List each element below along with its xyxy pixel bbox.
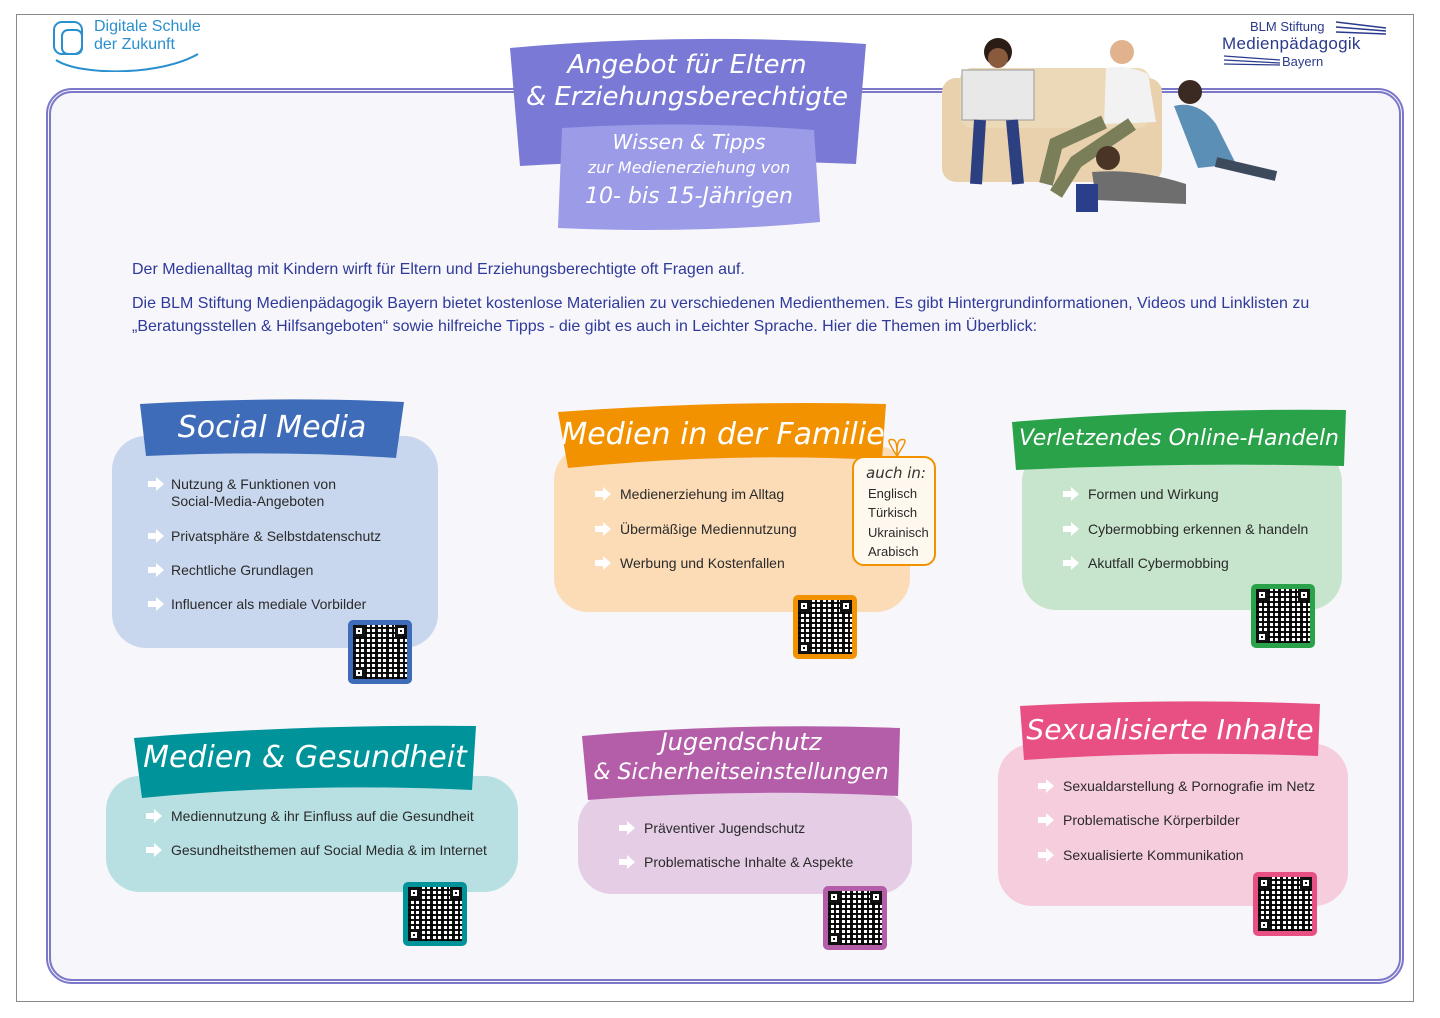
- list-item: Übermäßige Mediennutzung: [620, 521, 797, 537]
- qr-code-sexualized-content[interactable]: [1253, 872, 1317, 936]
- tag-bow-icon: [884, 436, 910, 458]
- banner-youth-protection-title-2: & Sicherheitseinstellungen: [593, 760, 889, 785]
- logo-line-1: Digitale Schule: [94, 18, 201, 35]
- language-item: Ukrainisch: [868, 525, 929, 540]
- qr-code-online-harm[interactable]: [1251, 584, 1315, 648]
- arrow-icon: [145, 843, 163, 857]
- banner-family-title: Medien in der Familie: [561, 416, 885, 452]
- card-youth-protection: [578, 792, 912, 894]
- list-item: Werbung und Kostenfallen: [620, 555, 785, 571]
- banner-social-media-title: Social Media: [177, 409, 367, 445]
- arrow-icon: [1037, 813, 1055, 827]
- intro-paragraph-1: Der Medienalltag mit Kindern wirft für Eltern und Erziehungsberechtigte oft Fragen auf.: [132, 261, 745, 278]
- arrow-icon: [594, 522, 612, 536]
- qr-code-family[interactable]: [793, 595, 857, 659]
- list-item: Problematische Inhalte & Aspekte: [644, 854, 854, 870]
- language-item: Arabisch: [868, 544, 919, 559]
- arrow-icon: [1037, 779, 1055, 793]
- language-item: Türkisch: [868, 505, 918, 520]
- arrow-icon: [1062, 522, 1080, 536]
- subtitle-line-2: zur Medienerziehung von: [587, 158, 791, 177]
- banner-health-title: Medien & Gesundheit: [143, 739, 467, 775]
- list-item: Problematische Körperbilder: [1063, 812, 1240, 828]
- logo-blm-line-3: Bayern: [1282, 54, 1324, 69]
- list-item: Gesundheitsthemen auf Social Media & im Internet: [171, 842, 487, 858]
- logo-blm-line-2: Medienpädagogik: [1222, 34, 1361, 53]
- banner-sexualized-content-title: Sexualisierte Inhalte: [1026, 712, 1314, 746]
- arrow-icon: [147, 529, 165, 543]
- title-line-2: & Erziehungsberechtigte: [525, 82, 849, 112]
- list-item: Privatsphäre & Selbstdatenschutz: [171, 528, 382, 544]
- logo-blm-line-1: BLM Stiftung: [1250, 19, 1325, 34]
- list-item: Cybermobbing erkennen & handeln: [1088, 521, 1309, 537]
- list-item: Akutfall Cybermobbing: [1088, 555, 1229, 571]
- arrow-icon: [594, 556, 612, 570]
- list-item: Präventiver Jugendschutz: [644, 820, 806, 836]
- banner-online-harm-title: Verletzendes Online-Handeln: [1018, 425, 1340, 451]
- arrow-icon: [147, 563, 165, 577]
- subtitle-line-3: 10- bis 15-Jährigen: [585, 184, 793, 209]
- qr-code-social-media[interactable]: [348, 620, 412, 684]
- arrow-icon: [1037, 848, 1055, 862]
- list-item: Influencer als mediale Vorbilder: [171, 596, 367, 612]
- banner-youth-protection-title-1: Jugendschutz: [660, 728, 822, 756]
- list-item: Rechtliche Grundlagen: [171, 562, 314, 578]
- list-item: Nutzung & Funktionen von Social-Media-Angeboten: [171, 476, 336, 509]
- subtitle-line-1: Wissen & Tipps: [612, 130, 766, 154]
- arrow-icon: [147, 477, 165, 491]
- family-illustration: [936, 34, 1286, 212]
- qr-code-health[interactable]: [403, 882, 467, 946]
- qr-code-youth-protection[interactable]: [823, 886, 887, 950]
- list-item: Sexualisierte Kommunikation: [1063, 847, 1244, 863]
- arrow-icon: [594, 487, 612, 501]
- language-item: Englisch: [868, 486, 918, 501]
- list-item: Formen und Wirkung: [1088, 486, 1219, 502]
- arrow-icon: [1062, 556, 1080, 570]
- list-item: Medienerziehung im Alltag: [620, 486, 785, 502]
- arrow-icon: [618, 821, 636, 835]
- language-tag-head: auch in:: [866, 464, 926, 482]
- arrow-icon: [145, 809, 163, 823]
- title-line-1: Angebot für Eltern: [567, 50, 807, 80]
- list-item: Mediennutzung & ihr Einfluss auf die Gesundheit: [171, 808, 474, 824]
- arrow-icon: [147, 597, 165, 611]
- logo-digitale-schule: [50, 16, 210, 72]
- logo-line-2: der Zukunft: [94, 36, 175, 53]
- intro-paragraph-2: Die BLM Stiftung Medienpädagogik Bayern bietet kostenlose Materialien zu verschiedenen Medienthemen. Es gibt Hintergrundinformationen, Videos und Linklisten zu „Beratungsstellen & Hilfsangeboten“ sowie hilfreiche Tipps - die gibt es auch in Leichter Sprache. Hier die Themen im Überblick:: [132, 295, 1310, 335]
- list-item: Sexualdarstellung & Pornografie im Netz: [1063, 778, 1316, 794]
- arrow-icon: [1062, 487, 1080, 501]
- arrow-icon: [618, 855, 636, 869]
